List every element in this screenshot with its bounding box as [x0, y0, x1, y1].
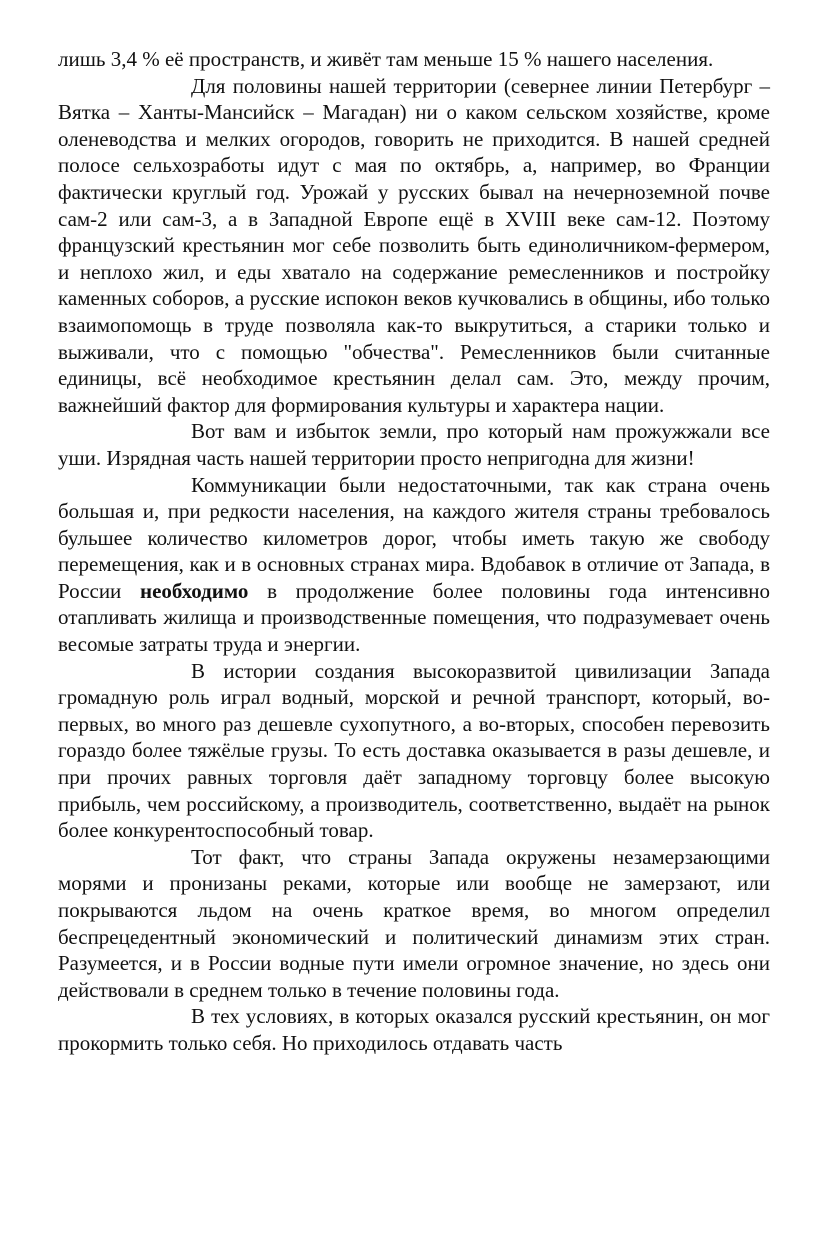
paragraph-water-transport: В истории создания высокоразвитой цивилизации Запада громадную роль играл водный, морской и речной транспорт, который, во-первых, во много раз дешевле сухопутного, а во-вторых, способен перевозить гораздо более тяжёлые грузы. То есть доставка оказывается в разы дешевле, и при прочих равных торговля даёт западному торговцу более высокую прибыль, чем российскому, а производитель, соответственно, выдаёт на рынок более конкурентоспособный товар.	[58, 658, 770, 843]
paragraph-agriculture: Для половины нашей территории (севернее линии Петербург – Вятка – Ханты-Мансийск – Магадан) ни о каком сельском хозяйстве, кроме оленеводства и мелких огородов, говорить не приходится. В нашей средней полосе сельхозработы идут с мая по октябрь, а, например, во Франции фактически круглый год. Урожай у русских бывал на нечерноземной почве сам-2 или сам-3, а в Западной Европе ещё в XVIII веке сам-12. Поэтому французский крестьянин мог себе позволить быть единоличником-фермером, и неплохо жил, и еды хватало на содержание ремесленников и постройку каменных соборов, а русские испокон веков кучковались в общины, ибо только взаимопомощь в труде позволяла как-то выкрутиться, а старики только и выживали, что с помощью "обчества". Ремесленников были считанные единицы, всё необходимое крестьянин делал сам. Это, между прочим, важнейший фактор для формирования культуры и характера нации.	[58, 73, 770, 417]
paragraph-land-surplus: Вот вам и избыток земли, про который нам прожужжали все уши. Изрядная часть нашей территории просто непригодна для жизни!	[58, 419, 770, 470]
paragraph-communications	[58, 472, 770, 658]
paragraph-communications-text-after: в продолжение более половины года интенсивно отапливать жилища и производственные помещения, что подразумевает очень весомые затраты труда и энергии.	[58, 578, 771, 657]
paragraph-non-freezing-seas: Тот факт, что страны Запада окружены незамерзающими морями и пронизаны реками, которые или вообще не замерзают, или покрываются льдом на очень краткое время, во многом определил беспрецедентный экономический и политический динамизм этих стран. Разумеется, и в России водные пути имели огромное значение, но здесь они действовали в среднем только в течение половины года.	[58, 844, 770, 1002]
paragraph-continuation: лишь 3,4 % её пространств, и живёт там меньше 15 % нашего населения.	[58, 47, 714, 71]
emphasis-bold-word: необходимо	[139, 578, 249, 603]
document-page	[58, 46, 770, 1057]
paragraph-peasant-conditions: В тех условиях, в которых оказался русский крестьянин, он мог прокормить только себя. Но приходилось отдавать часть	[58, 1004, 770, 1055]
paragraph-communications-text-before: Коммуникации были недостаточными, так как страна очень большая и, при редкости населения, на каждого жителя страны требовалось бульшее количество километров дорог, чтобы иметь такую же свободу перемещения, как и в основных странах мира. Вдобавок в отличие от Запада, в России	[58, 472, 770, 603]
